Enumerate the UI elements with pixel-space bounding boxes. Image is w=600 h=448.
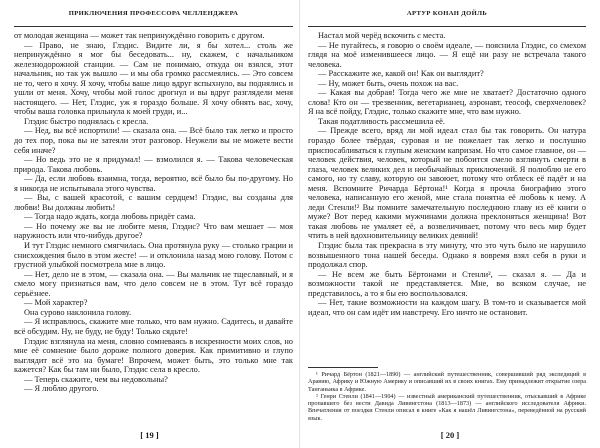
paragraph: Такая податливость рассмешила её. xyxy=(318,116,445,126)
page-number-right: [ 20 ] xyxy=(440,430,460,440)
right-page-text xyxy=(308,31,586,317)
left-page-text xyxy=(14,31,293,394)
paragraph: — Не всем же быть Бёртонами и Стенли², — сказал я. — Да и возможности такой не представляется. Мне, во всяком случае, не представилось, а то я бы ею воспользовался. xyxy=(308,269,586,298)
footnotes xyxy=(308,367,586,422)
paragraph: — Прежде всего, вряд ли мой идеал стал бы так говорить. Он натура гораздо более твёрдая, суровая и не пожелает так легко и послушно приспосабливаться к глупым женским капризам. Но что самое главное, он — человек действия, человек, который не побоится смело взглянуть смерти в глаза, человек великих дел и необычайных приключений. Я полюблю не его самого, но ту славу, которую он завоюет, потому что отблеск её падёт и на меня. Вспомните Ричарда Бёртона!¹ Когда я прочла биографию этого человека, написанную его женой, мне стала понятна её любовь к нему. А леди Стенли!² Вы помните замечательную последнюю главу из её книги о муже? Вот перед какими мужчинами должна преклоняться женщина! Вот такая любовь не умаляет её, а возвеличивает, потому что весь мир будет чтить в ней вдохновительницу великих деяний! xyxy=(308,126,586,241)
paragraph: Настал мой черёд вскочить с места. xyxy=(318,31,446,40)
paragraph: Глэдис быстро поднялась с кресла. xyxy=(24,116,149,126)
footnote: ² Генри Стенли (1841—1904) — известный американский путешественник, отыскавший в Африке пропавшего без вести Давида Ливингстона (1813—1873) — английского исследователя Африки. Впечатления от поездки Стенли описал в книге «Как я нашёл Ливингстона», переведённой на русский язык. xyxy=(308,392,586,422)
paragraph: от молодая женщина — может так непринуждённо говорить с другом. xyxy=(14,31,265,40)
running-head-left: ПРИКЛЮЧЕНИЯ ПРОФЕССОРА ЧЕЛЛЕНДЖЕРА xyxy=(14,2,293,27)
paragraph: Глэдис была так прекрасна в эту минуту, что это чуть было не нарушило возвышенного тона нашей беседы. Однако я вовремя взял себя в руки и продолжал спор. xyxy=(308,241,586,270)
paragraph: — Право, не знаю, Глэдис. Видите ли, я бы хотел... столь же непринуждённо я мог бы беседовать... ну, скажем, с начальником железнодорожной станции. — Сам не понимаю, откуда он взялся, этот начальник, но так уж вышло — и мы оба громко рассмеялись. — Это совсем не то, чего я хочу. Я хочу, чтобы ваше лицо вдруг вспыхнуло, вы поднялись и ушли от меня. Хочу, чтобы мой голос дрогнул и вы вдруг разглядели меня настоящего. — Нет, Глэдис, уж я гораздо больше. Я хочу обнять вас, хочу, чтобы ваша головка прильнула к моей груди, и... xyxy=(14,40,293,117)
paragraph: И тут Глэдис немного смягчилась. Она протянула руку — столько грации и снисхождения было в этом жесте! — и отклонила назад мою голову. Потом с грустной улыбкой посмотрела мне в лицо. xyxy=(14,241,293,270)
paragraph: Она сурово наклонила голову. xyxy=(24,307,132,317)
paragraph: — Да, если любовь взаимна, тогда, вероятно, всё было бы по-другому. Но я никогда не испытывала этого чувства. xyxy=(14,174,293,193)
paragraph: — Нет, дело не в этом, — сказала она. — Вы мальчик не тщеславный, и я смело могу признаться вам, что дело совсем не в этом. Тут всё гораздо серьёзнее. xyxy=(14,269,293,298)
paragraph: — Я люблю другого. xyxy=(24,384,99,394)
paragraph: — Я исправлюсь, скажите мне только, что вам нужно. Садитесь, и давайте всё обсудим. Ну, не буду, не буду! Только сядьте! xyxy=(14,317,293,336)
paragraph: — Не пугайтесь, я говорю о своём идеале, — пояснила Глэдис, со смехом глядя на моё изменившееся лицо. — Я ещё ни разу не встречала такого человека. xyxy=(308,40,586,69)
paragraph: — Расскажите же, какой он! Как он выглядит? xyxy=(318,69,484,79)
paragraph: — Тогда надо ждать, когда любовь придёт сама. xyxy=(24,212,196,222)
right-page xyxy=(300,0,600,448)
page-number-left: [ 19 ] xyxy=(140,430,159,440)
paragraph: — Нед, вы всё испортили! — сказала она. — Всё было так легко и просто до тех пор, пока вы не затеяли этот разговор. Неужели вы не можете вести себя иначе? xyxy=(14,126,293,155)
footnote-rule xyxy=(308,367,378,368)
paragraph: — Нет, такие возможности на каждом шагу. В том-то и сказывается мой идеал, что он сам идёт им навстречу. Его ничто не остановит. xyxy=(308,298,586,317)
paragraph: — Но почему же вы не любите меня, Глэдис? Что вам мешает — моя наружность или что-нибудь другое? xyxy=(14,221,293,241)
running-head-right: АРТУР КОНАН ДОЙЛЬ xyxy=(308,2,586,27)
paragraph: — Мой характер? xyxy=(24,298,88,308)
paragraph: — Ну, может быть, очень похож на вас. xyxy=(318,78,459,88)
footnote: ¹ Ричард Бёртон (1821—1890) — английский путешественник, совершивший ряд экспедиций в Аравию, Африку и Южную Америку и описавший их в своих книгах. Ему принадлежит открытие озера Танганьика в Африке. xyxy=(308,371,586,393)
paragraph: — Теперь скажите, чем вы недовольны? xyxy=(24,374,168,384)
paragraph: Глэдис взглянула на меня, словно сомневаясь в искренности моих слов, но мне её сомнение было дороже полного доверия. Как примитивно и глупо выглядит всё это на бумаге! Впрочем, может быть, это только мне так кажется? Как бы там ни было, Глэдис села в кресло. xyxy=(14,336,293,375)
paragraph: — Но ведь это не я придумал! — взмолился я. — Такова человеческая природа. Такова любовь. xyxy=(14,155,293,174)
paragraph: — Вы, с вашей красотой, с вашим сердцем! Глэдис, вы созданы для любви! Вы должны любить! xyxy=(14,193,293,212)
paragraph: — Какая вы добрая! Тогда чего же мне не хватает? Достаточно одного слова! Кто он — трезвенник, вегетарианец, аэронавт, теософ, сверхчеловек? Я на всё пойду, Глэдис, только скажите мне, что вам нужно. xyxy=(308,88,586,117)
